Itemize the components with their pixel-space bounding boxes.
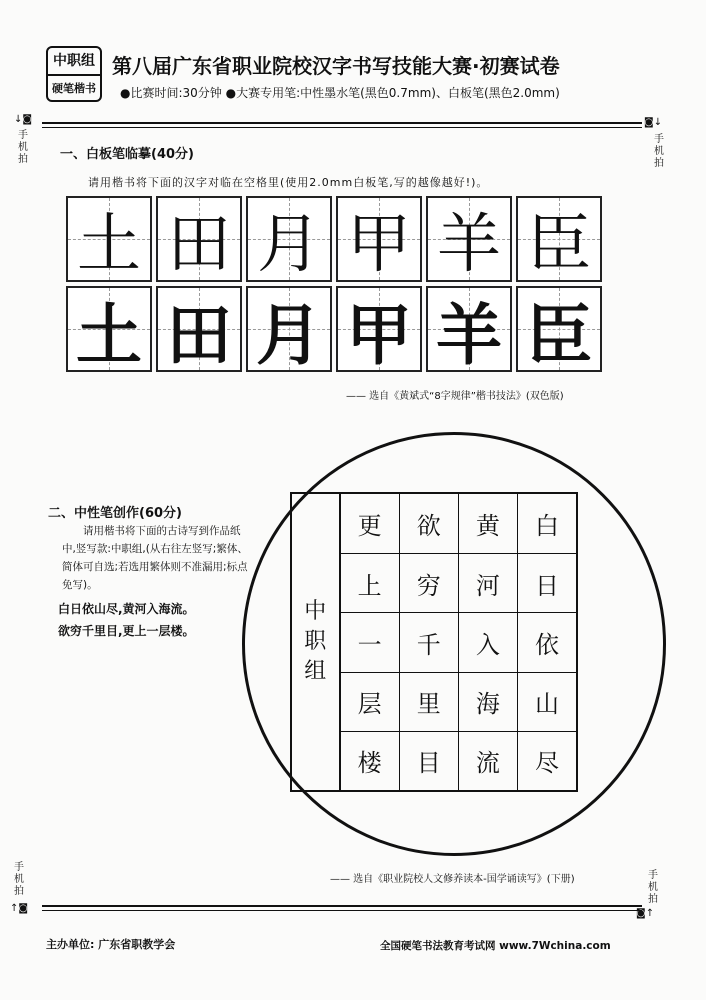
arrow-up-icon: ↑	[10, 903, 19, 914]
copy-char-cell	[156, 286, 242, 372]
poem-char: 层	[341, 672, 399, 731]
section2-instruction-text: 请用楷书将下面的古诗写到作品纸中,竖写款:中职组,(从右往左竖写;繁体、简体可自选;若选用繁体则不准漏用;标点免写)。	[62, 525, 248, 591]
poem-column	[458, 494, 517, 790]
phone-shot-label-tl: 手机拍	[18, 130, 28, 165]
copy-char-cell	[246, 286, 332, 372]
page-title: 第八届广东省职业院校汉字书写技能大赛·初赛试卷	[112, 54, 560, 78]
top-left-marker	[14, 114, 32, 125]
copy-char: 羊	[436, 295, 502, 374]
copy-char: 月	[256, 295, 322, 374]
model-char: 甲	[347, 208, 411, 282]
organizer: 主办单位: 广东省职教学会	[46, 938, 176, 951]
arrow-down-icon: ↓	[653, 117, 663, 128]
section2-instruction	[62, 522, 248, 594]
camera-icon: ◙	[22, 114, 33, 125]
top-right-marker	[644, 117, 662, 128]
poem-char: 入	[459, 612, 517, 671]
arrow-down-icon: ↓	[14, 114, 23, 125]
camera-icon: ◙	[644, 117, 654, 128]
poem-char: 穷	[400, 553, 458, 612]
model-char: 月	[257, 208, 321, 282]
copy-char: 土	[76, 295, 142, 374]
poem-char: 流	[459, 731, 517, 790]
poem-char: 海	[459, 672, 517, 731]
poem-char: 河	[459, 553, 517, 612]
model-char-cell	[66, 196, 152, 282]
copy-char: 田	[166, 295, 232, 374]
poem-grid	[290, 492, 578, 792]
grid-label	[292, 494, 341, 790]
model-char-cell	[246, 196, 332, 282]
model-char-cell	[156, 196, 242, 282]
phone-shot-label-br: 手机拍	[648, 870, 658, 905]
arrow-up-icon: ↑	[645, 908, 655, 919]
section1-instruction: 请用楷书将下面的汉字对临在空格里(使用2.0mm白板笔,写的越像越好!)。	[88, 176, 489, 189]
model-char-row	[66, 196, 602, 282]
section1-title: 一、白板笔临摹(40分)	[60, 147, 194, 162]
poem-column	[517, 494, 576, 790]
bottom-right-marker	[636, 908, 654, 919]
poem-char: 欲	[416, 512, 441, 541]
model-char: 羊	[437, 208, 501, 282]
badge-top-label: 中职组	[48, 48, 100, 76]
section1-source: —— 选自《黄斌式“8字规律”楷书技法》(双色版)	[346, 391, 564, 402]
grid-label-char: 组	[304, 659, 327, 684]
grid-label-char: 中	[304, 599, 327, 624]
poem-char: 日	[518, 553, 576, 612]
top-rule	[42, 122, 642, 124]
poem-char: 楼	[341, 731, 399, 790]
poem-char: 更	[357, 512, 382, 541]
copy-char-cell	[426, 286, 512, 372]
copy-char-cell	[66, 286, 152, 372]
poem-char: 黄	[475, 512, 500, 541]
poem-char: 尽	[518, 731, 576, 790]
copy-char-cell	[516, 286, 602, 372]
group-badge	[46, 46, 102, 102]
exam-info: ●比赛时间:30分钟 ●大赛专用笔:中性墨水笔(黑色0.7mm)、白板笔(黑色2.0mm)	[120, 86, 560, 100]
poem-column	[341, 494, 399, 790]
poem-line-2: 欲穷千里目,更上一层楼。	[58, 624, 195, 638]
model-char-cell	[426, 196, 512, 282]
badge-bottom-label: 硬笔楷书	[52, 82, 96, 95]
poem-char: 一	[341, 612, 399, 671]
camera-icon: ◙	[18, 903, 29, 914]
poem-char: 目	[400, 731, 458, 790]
bottom-rule-thin	[42, 910, 642, 911]
poem-char: 依	[518, 612, 576, 671]
poem-char: 山	[518, 672, 576, 731]
poem-line-1: 白日依山尽,黄河入海流。	[58, 602, 195, 616]
grid-label-char: 职	[304, 629, 327, 654]
model-char-cell	[336, 196, 422, 282]
poem-char: 千	[400, 612, 458, 671]
copy-char: 甲	[346, 295, 412, 374]
copy-char: 臣	[526, 295, 592, 374]
bottom-left-marker	[10, 903, 28, 914]
website: 全国硬笔书法教育考试网 www.7Wchina.com	[380, 940, 611, 952]
model-char: 田	[167, 208, 231, 282]
phone-shot-label-bl: 手机拍	[14, 862, 24, 897]
copy-char-cell	[336, 286, 422, 372]
model-char: 臣	[527, 208, 591, 282]
model-char-cell	[516, 196, 602, 282]
copy-char-row	[66, 286, 602, 372]
poem-char: 上	[341, 553, 399, 612]
poem-char: 白	[534, 512, 559, 541]
poem-column	[399, 494, 458, 790]
section2-title: 二、中性笔创作(60分)	[48, 506, 182, 521]
camera-icon: ◙	[636, 908, 646, 919]
bottom-rule	[42, 905, 642, 907]
phone-shot-label-tr: 手机拍	[654, 134, 664, 169]
poem-char: 里	[400, 672, 458, 731]
section2-source: —— 选自《职业院校人文修养读本-国学诵读写》(下册)	[330, 874, 575, 885]
top-rule-thin	[42, 127, 642, 128]
model-char: 土	[77, 208, 141, 282]
